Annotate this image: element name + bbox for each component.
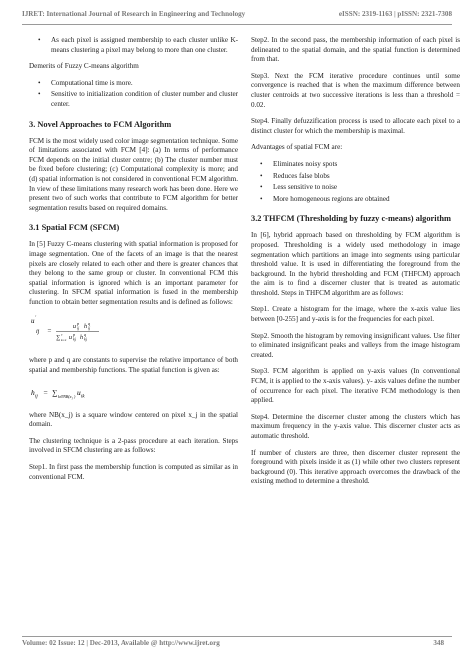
svg-text:q: q (88, 321, 90, 327)
svg-text:∑: ∑ (52, 387, 58, 397)
footer-rule (22, 636, 452, 637)
svg-text:ik: ik (81, 394, 85, 400)
svg-text:p: p (77, 321, 79, 327)
right-column (251, 36, 460, 494)
svg-text:kj: kj (84, 336, 87, 342)
svg-text:q: q (84, 332, 86, 338)
svg-text:p: p (73, 332, 75, 338)
thfcm-step4: Step4. Determine the discerner cluster among the clusters which has maximum frequency in the y-axis value. This discerner cluster acts as automatic threshold. (251, 412, 460, 440)
spatial-function-equation (29, 383, 238, 403)
page-number: 348 (433, 639, 444, 647)
svg-text:h: h (80, 335, 83, 342)
list-item: • As each pixel is assigned membership to each cluster unlike K-means clustering a pixel may belong to more than one cluster. (29, 36, 238, 55)
thfcm-step1: Step1. Create a histogram for the image, where the x-axis value lies between [0-255] and y-axis is for the frequencies for each pixel. (251, 305, 460, 324)
svg-text:': ' (35, 316, 37, 322)
demerits-list (29, 79, 238, 110)
sfcm-step4: Step4. Finally defuzzification process is used to allocate each pixel to a distinct cluster for which the membership is maximal. (251, 117, 460, 135)
list-item: • Sensitive to initialization condition of cluster number and cluster center. (29, 90, 238, 109)
thfcm-final-paragraph: If number of clusters are three, then discerner cluster represent the foreground with pixels inside it as (1) while other two clusters represent background (0). This iterative approach overcomes the drawback of the existing method to determine a threshold. (251, 448, 460, 486)
section-3-1-heading: 3.1 Spatial FCM (SFCM) (29, 223, 120, 233)
left-column (29, 36, 238, 489)
svg-text:u: u (77, 387, 81, 397)
section-3-heading: 3. Novel Approaches to FCM Algorithm (29, 119, 172, 129)
list-item: • Less sensitive to noise (251, 183, 460, 193)
merit-list (29, 36, 238, 55)
svg-text:kj: kj (73, 336, 76, 342)
section-3-2-heading: 3.2 THFCM (Thresholding by fuzzy c-means) algorithm (251, 214, 451, 224)
svg-text:ij: ij (36, 329, 40, 336)
list-item: • Reduces false blobs (251, 172, 460, 182)
svg-text:k=1: k=1 (61, 338, 67, 343)
list-item: • Eliminates noisy spots (251, 160, 460, 170)
svg-text:∑: ∑ (56, 335, 61, 342)
list-item: • More homogeneous regions are obtained (251, 195, 460, 205)
advantages-heading: Advantages of spatial FCM are: (251, 143, 343, 152)
thfcm-step3: Step3. FCM algorithm is applied on y-axis values (In conventional FCM, it is applied to the x-axis values). y- axis values define the number of occurrence for each pixel. The iterative FCM methodology is then applied. (251, 367, 460, 405)
thfcm-step2: Step2. Smooth the histogram by removing insignificant values. Use filter to eliminated insignificant peaks and valleys from the image histogram created. (251, 331, 460, 359)
pq-paragraph: where p and q are constants to supervise the relative importance of both spatial and membership functions. The spatial function is given as: (29, 356, 238, 375)
membership-equation (29, 314, 238, 348)
journal-title: IJRET: International Journal of Research in Engineering and Technology (22, 10, 246, 18)
membership-equation-svg (29, 314, 149, 348)
sfcm-step2: Step2. In the second pass, the membership information of each pixel is delineated to the spatial domain, and the spatial function is determined from that. (251, 36, 460, 64)
nb-paragraph: where NB(x_j) is a square window centered on pixel x_j in the spatial domain. (29, 410, 238, 429)
volume-info: Volume: 02 Issue: 12 | Dec-2013, Available @ http://www.ijret.org (22, 639, 220, 647)
issn-info: eISSN: 2319-1163 | pISSN: 2321-7308 (338, 10, 452, 18)
advantages-list (251, 160, 460, 204)
svg-text:u: u (31, 317, 35, 326)
svg-text:k∈NB(x: k∈NB(x (58, 393, 72, 399)
running-footer (22, 639, 452, 653)
two-pass-paragraph: The clustering technique is a 2-pass procedure at each iteration. Steps involved in SFCM clustering are as follows: (29, 436, 238, 455)
svg-text:ij: ij (77, 325, 80, 331)
header-rule (22, 24, 452, 25)
svg-text:=: = (47, 327, 52, 336)
svg-text:h: h (84, 324, 87, 331)
sfcm-step3: Step3. Next the FCM iterative procedure continues until some convergence is reached that is when the maximum difference between cluster centroids at two successive iterations is less than a threshold = 0.02. (251, 71, 460, 109)
section-3-2-paragraph: In [6], hybrid approach based on thresholding by FCM algorithm is proposed. Thresholding is a widely used methodology in image segmentation which partitions an image into segments using particular threshold value. It is used in differentiating the foreground from the background. In the hybrid thresholding and FCM (THFCM) approach the aim is to find a discerner cluster that is treated as automatic threshold. Steps in THFCM algorithm are as follows: (251, 231, 460, 297)
svg-text:): ) (74, 393, 76, 399)
section-3-paragraph: FCM is the most widely used color image segmentation technique. Some of limitations associated with FCM [4]: (a) In terms of performance FCM depends on the initial cluster centre; (b) The cluster number must be fixed before clustering; (c) Computational complexity is more; and (d) spatial information is not considered in conventional FCM algorithm. In view of these limitations many research work has been done. Here we present two of such works that contribute to FCM algorithm for better segmentation results based on required domains. (29, 136, 238, 212)
svg-text:=: = (43, 387, 49, 397)
sfcm-step1: Step1. In first pass the membership function is computed as similar as in conventional FCM. (29, 463, 238, 481)
svg-text:c: c (61, 332, 63, 337)
svg-text:u: u (69, 335, 72, 342)
svg-text:ij: ij (88, 325, 91, 331)
section-3-1-paragraph: In [5] Fuzzy C-means clustering with spatial information is proposed for image segmentation. One of the facets of an image is that the nearest pixels are closely related to each other and there is greater chances that they belong to the same group or cluster. In conventional FCM this spatial information is ignored which is an important parameter for clustering. In SFCM spatial information is fused in the membership function to obtain better segmentation results and is defined as follows: (29, 240, 238, 306)
running-header (22, 10, 452, 24)
svg-text:ij: ij (35, 394, 38, 400)
svg-text:j: j (72, 395, 73, 400)
svg-text:h: h (31, 387, 35, 397)
demerits-heading: Demerits of Fuzzy C-means algorithm (29, 62, 139, 71)
spatial-equation-svg (29, 383, 149, 403)
svg-text:u: u (73, 324, 76, 331)
list-item: • Computational time is more. (29, 79, 238, 89)
